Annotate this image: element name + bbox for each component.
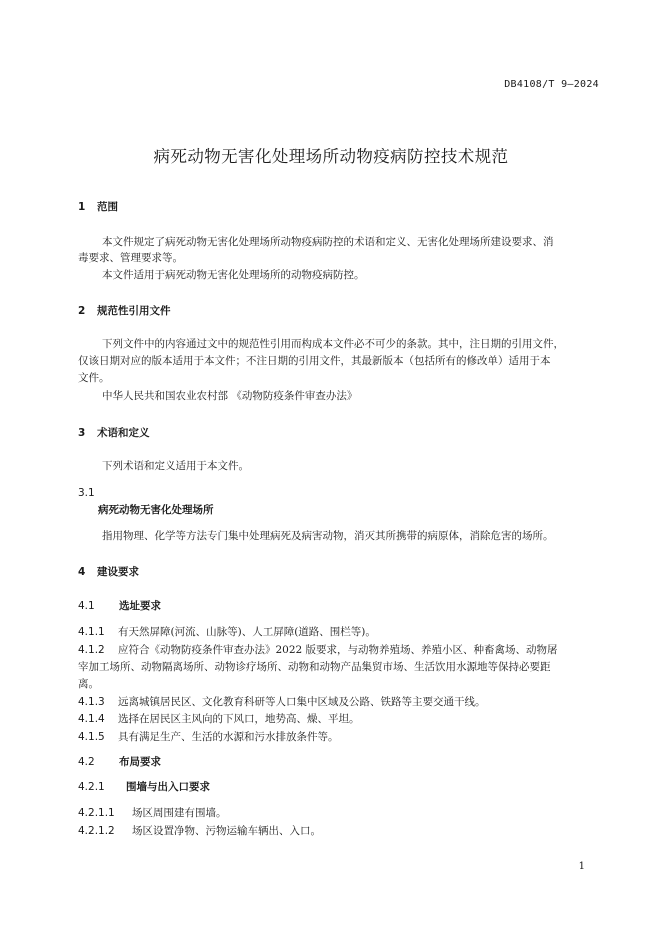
clause-text: 应符合《动物防疫条件审查办法》2022 版要求，与动物养殖场、养殖小区、种畜禽场、动物屠 bbox=[118, 644, 558, 656]
section-number: 1 bbox=[78, 201, 86, 213]
subsection-title: 布局要求 bbox=[119, 756, 161, 768]
subsection-4-2-1-heading bbox=[78, 779, 210, 794]
subsection-number: 4.2 bbox=[78, 756, 95, 768]
clause-number: 4.1.4 bbox=[78, 713, 105, 725]
paragraph-line: 宰加工场所、动物隔离场所、动物诊疗场所、动物和动物产品集贸市场、生活饮用水源地等保持必要距 bbox=[78, 661, 551, 673]
clause-text: 具有满足生产、生活的水源和污水排放条件等。 bbox=[118, 731, 339, 743]
clause-text: 远离城镇居民区、文化教育科研等人口集中区域及公路、铁路等主要交通干线。 bbox=[118, 696, 486, 708]
clause-number: 4.1.1 bbox=[78, 626, 105, 638]
clause-text: 场区周围建有围墙。 bbox=[132, 807, 227, 819]
section-number: 2 bbox=[78, 305, 86, 317]
subsection-number: 4.2.1 bbox=[78, 781, 105, 793]
normative-reference: 中华人民共和国农业农村部 《动物防疫条件审查办法》 bbox=[102, 390, 358, 402]
paragraph-line: 本文件规定了病死动物无害化处理场所动物疫病防控的术语和定义、无害化处理场所建设要求、消 bbox=[102, 236, 554, 248]
paragraph-line: 下列术语和定义适用于本文件。 bbox=[102, 460, 249, 472]
section-4-heading bbox=[78, 564, 139, 579]
section-2-heading bbox=[78, 303, 171, 318]
subsection-4-2-heading bbox=[78, 754, 161, 769]
subsection-title: 围墙与出入口要求 bbox=[126, 781, 210, 793]
paragraph-line: 本文件适用于病死动物无害化处理场所的动物疫病防控。 bbox=[102, 269, 365, 281]
term-name: 病死动物无害化处理场所 bbox=[98, 504, 214, 516]
clause-4-2-1-2 bbox=[78, 821, 321, 842]
clause-number: 4.1.3 bbox=[78, 696, 105, 708]
clause-number: 4.2.1.2 bbox=[78, 825, 115, 837]
subsection-4-1-heading bbox=[78, 598, 161, 613]
term-definition: 指用物理、化学等方法专门集中处理病死及病害动物，消灭其所携带的病原体，消除危害的场所。 bbox=[102, 530, 554, 542]
section-number: 4 bbox=[78, 566, 86, 578]
document-id: DB4108/T 9—2024 bbox=[504, 79, 599, 90]
paragraph-line: 下列文件中的内容通过文中的规范性引用而构成本文件必不可少的条款。其中，注日期的引用文件， bbox=[102, 338, 564, 350]
section-title: 术语和定义 bbox=[97, 427, 150, 439]
clause-text: 选择在居民区主风向的下风口，地势高、燥、平坦。 bbox=[118, 713, 360, 725]
clause-number: 4.2.1.1 bbox=[78, 807, 115, 819]
clause-text: 场区设置净物、污物运输车辆出、入口。 bbox=[132, 825, 321, 837]
paragraph-line: 仅该日期对应的版本适用于本文件；不注日期的引用文件，其最新版本（包括所有的修改单）适用于本 bbox=[78, 355, 551, 367]
section-1-heading bbox=[78, 199, 118, 214]
section-3-heading bbox=[78, 425, 150, 440]
paragraph-line: 文件。 bbox=[78, 372, 110, 384]
page-number: 1 bbox=[578, 861, 585, 872]
term-number: 3.1 bbox=[78, 487, 95, 499]
section-title: 范围 bbox=[97, 201, 118, 213]
section-number: 3 bbox=[78, 427, 86, 439]
clause-4-1-5 bbox=[78, 727, 339, 748]
subsection-title: 选址要求 bbox=[119, 600, 161, 612]
paragraph-line: 离。 bbox=[78, 678, 99, 690]
section-title: 规范性引用文件 bbox=[97, 305, 171, 317]
clause-number: 4.1.2 bbox=[78, 644, 105, 656]
clause-number: 4.1.5 bbox=[78, 731, 105, 743]
subsection-number: 4.1 bbox=[78, 600, 95, 612]
section-title: 建设要求 bbox=[97, 566, 139, 578]
clause-text: 有天然屏障(河流、山脉等)、人工屏障(道路、围栏等)。 bbox=[118, 626, 376, 638]
paragraph-line: 毒要求、管理要求等。 bbox=[78, 252, 183, 264]
page-title: 病死动物无害化处理场所动物疫病防控技术规范 bbox=[153, 147, 509, 166]
